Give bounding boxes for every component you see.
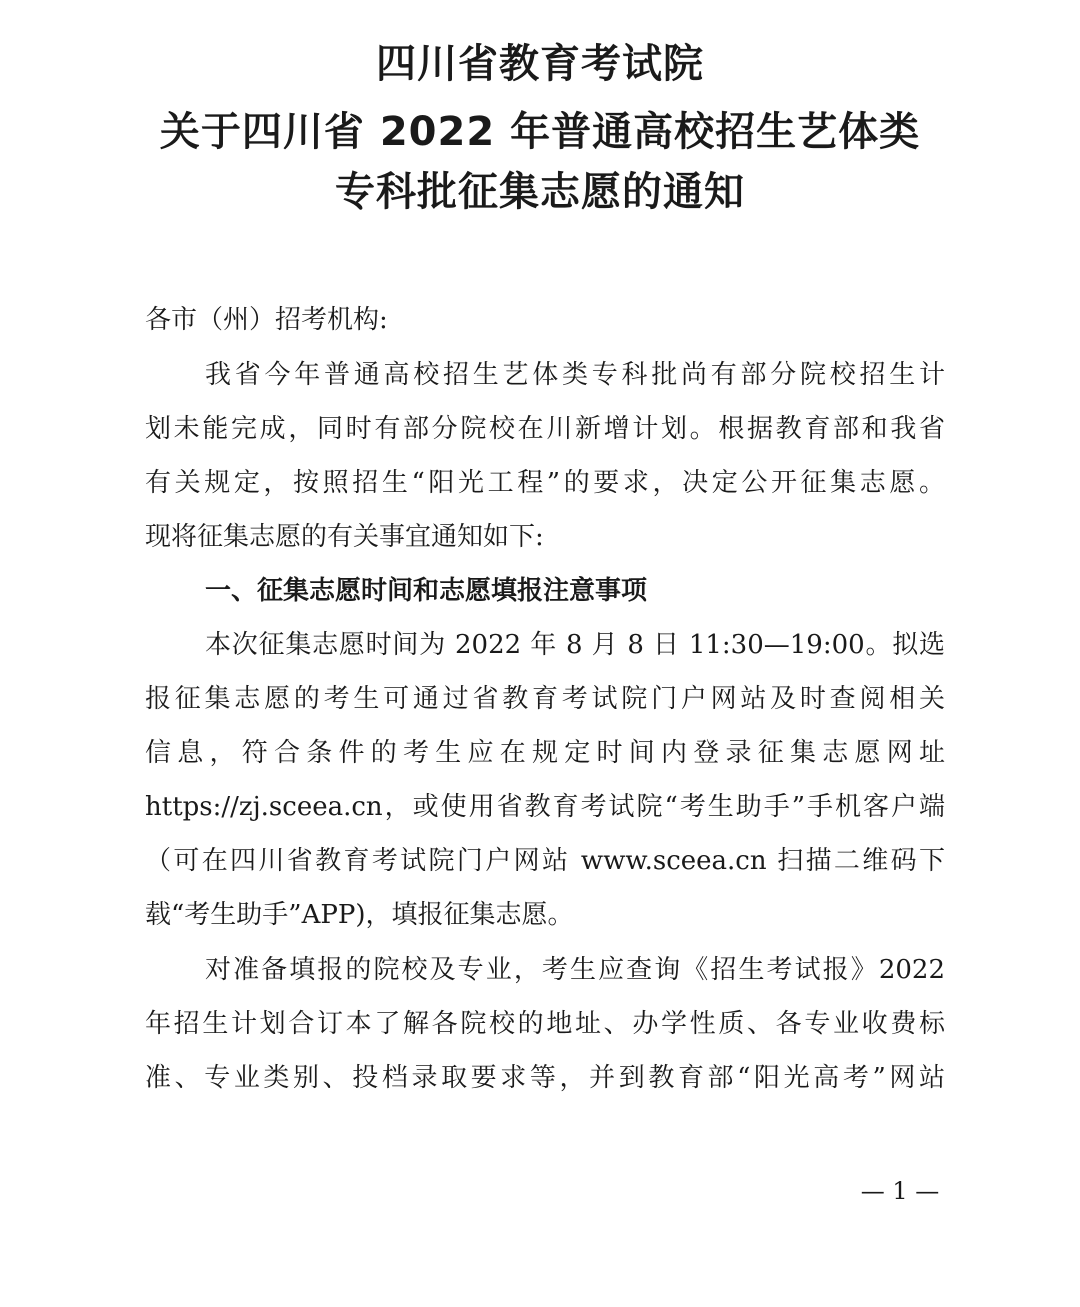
paragraph-line: （可在四川省教育考试院门户网站 www.sceea.cn 扫描二维码下 bbox=[145, 846, 945, 876]
paragraph-line: 对准备填报的院校及专业，考生应查询《招生考试报》2022 bbox=[205, 955, 945, 985]
document-title-line-1: 四川省教育考试院 bbox=[376, 41, 704, 87]
paragraph-line: 年招生计划合订本了解各院校的地址、办学性质、各专业收费标 bbox=[145, 1009, 945, 1039]
paragraph-line: 载“考生助手”APP)，填报征集志愿。 bbox=[145, 900, 574, 930]
intro-line: 有关规定，按照招生“阳光工程”的要求，决定公开征集志愿。 bbox=[145, 468, 945, 498]
intro-line: 现将征集志愿的有关事宜通知如下: bbox=[145, 522, 544, 552]
document-title-line-2: 关于四川省 2022 年普通高校招生艺体类 bbox=[159, 109, 921, 155]
document-title-line-3: 专科批征集志愿的通知 bbox=[335, 169, 745, 215]
page-number: — 1 — bbox=[860, 1177, 940, 1205]
paragraph-line: 本次征集志愿时间为 2022 年 8 月 8 日 11:30—19:00。拟选 bbox=[205, 630, 945, 660]
paragraph-line: 信息，符合条件的考生应在规定时间内登录征集志愿网址 bbox=[145, 738, 945, 768]
paragraph-line: 准、专业类别、投档录取要求等，并到教育部“阳光高考”网站 bbox=[145, 1063, 945, 1093]
paragraph-line: https://zj.sceea.cn，或使用省教育考试院“考生助手”手机客户端 bbox=[145, 792, 945, 822]
paragraph-line: 报征集志愿的考生可通过省教育考试院门户网站及时查阅相关 bbox=[145, 684, 945, 714]
section-heading: 一、征集志愿时间和志愿填报注意事项 bbox=[205, 576, 648, 606]
salutation: 各市（州）招考机构: bbox=[145, 305, 388, 335]
intro-line: 划未能完成，同时有部分院校在川新增计划。根据教育部和我省 bbox=[145, 414, 945, 444]
intro-line: 我省今年普通高校招生艺体类专科批尚有部分院校招生计 bbox=[205, 360, 945, 390]
